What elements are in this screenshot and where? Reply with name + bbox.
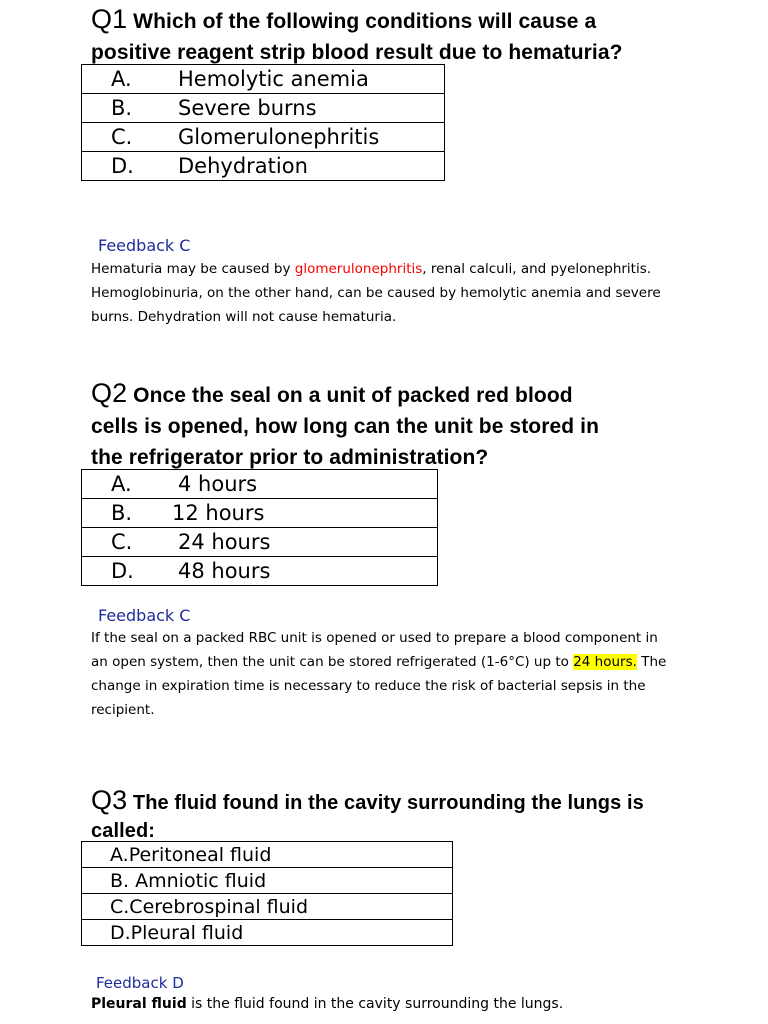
question-2-options <box>81 469 438 586</box>
question-3-line-2: called: <box>91 820 156 842</box>
option-text: B. Amniotic fluid <box>82 868 453 894</box>
feedback-1-keyword: glomerulonephritis <box>294 261 423 277</box>
question-2-line-3: the refrigerator prior to administration? <box>91 446 489 469</box>
option-text: 48 hours <box>178 559 271 583</box>
option-text: A.Peritoneal fluid <box>82 842 453 868</box>
option-row[interactable] <box>82 920 453 946</box>
option-row[interactable] <box>82 894 453 920</box>
question-1-options <box>81 64 445 181</box>
feedback-2-text: If the seal on a packed RBC unit is opened or used to prepare a blood component in an open system, then the unit can be stored refrigerated (1-6°C) up to 24 hours. The change in expiration time is necessary to reduce the risk of bacterial sepsis in the recipient. <box>91 630 667 718</box>
feedback-1-title: Feedback C <box>98 236 191 255</box>
feedback-3-keyword: Pleural fluid <box>91 996 187 1012</box>
feedback-2-keyword: 24 hours. <box>573 654 637 670</box>
question-3-number: Q3 <box>91 785 128 815</box>
option-row[interactable]: B. Severe burns <box>82 94 445 123</box>
option-row[interactable]: D. Dehydration <box>82 152 445 181</box>
option-row[interactable] <box>82 842 453 868</box>
question-3-line-1: Q3 The fluid found in the cavity surrounding the lungs is <box>91 785 644 815</box>
option-row[interactable] <box>82 868 453 894</box>
question-3 <box>91 786 644 845</box>
option-row[interactable]: C. Glomerulonephritis <box>82 123 445 152</box>
feedback-3-title: Feedback D <box>96 974 184 992</box>
option-text: 4 hours <box>178 472 258 496</box>
question-2-line-2: cells is opened, how long can the unit be stored in <box>91 415 599 438</box>
option-text: Hemolytic anemia <box>178 67 369 91</box>
question-2-number: Q2 <box>91 378 128 408</box>
option-text: 24 hours <box>178 530 271 554</box>
option-text: Glomerulonephritis <box>178 125 380 149</box>
option-text: D.Pleural fluid <box>82 920 453 946</box>
feedback-3-text: Pleural fluid is the fluid found in the cavity surrounding the lungs. <box>91 996 564 1012</box>
question-1-line-1: Q1 Which of the following conditions will cause a <box>91 4 597 34</box>
option-text: Severe burns <box>178 96 317 120</box>
question-1 <box>91 4 623 68</box>
option-row[interactable]: A. 4 hours <box>82 470 438 499</box>
option-text: Dehydration <box>178 154 308 178</box>
option-row[interactable]: A. Hemolytic anemia <box>82 65 445 94</box>
question-1-line-2: positive reagent strip blood result due to hematuria? <box>91 41 623 64</box>
option-text: 12 hours <box>172 501 265 525</box>
option-row[interactable]: B. 12 hours <box>82 499 438 528</box>
question-1-number: Q1 <box>91 4 128 34</box>
feedback-1-text: Hematuria may be caused by glomerulonephritis, renal calculi, and pyelonephritis. Hemoglobinuria, on the other hand, can be caused by hemolytic anemia and severe burns. Dehydration will not cause hematuria. <box>91 261 661 325</box>
option-row[interactable]: C. 24 hours <box>82 528 438 557</box>
option-row[interactable]: D. 48 hours <box>82 557 438 586</box>
question-3-options <box>81 841 453 946</box>
option-text: C.Cerebrospinal fluid <box>82 894 453 920</box>
question-2 <box>91 378 599 473</box>
question-2-line-1: Q2 Once the seal on a unit of packed red blood <box>91 378 573 408</box>
feedback-2-title: Feedback C <box>98 606 191 625</box>
